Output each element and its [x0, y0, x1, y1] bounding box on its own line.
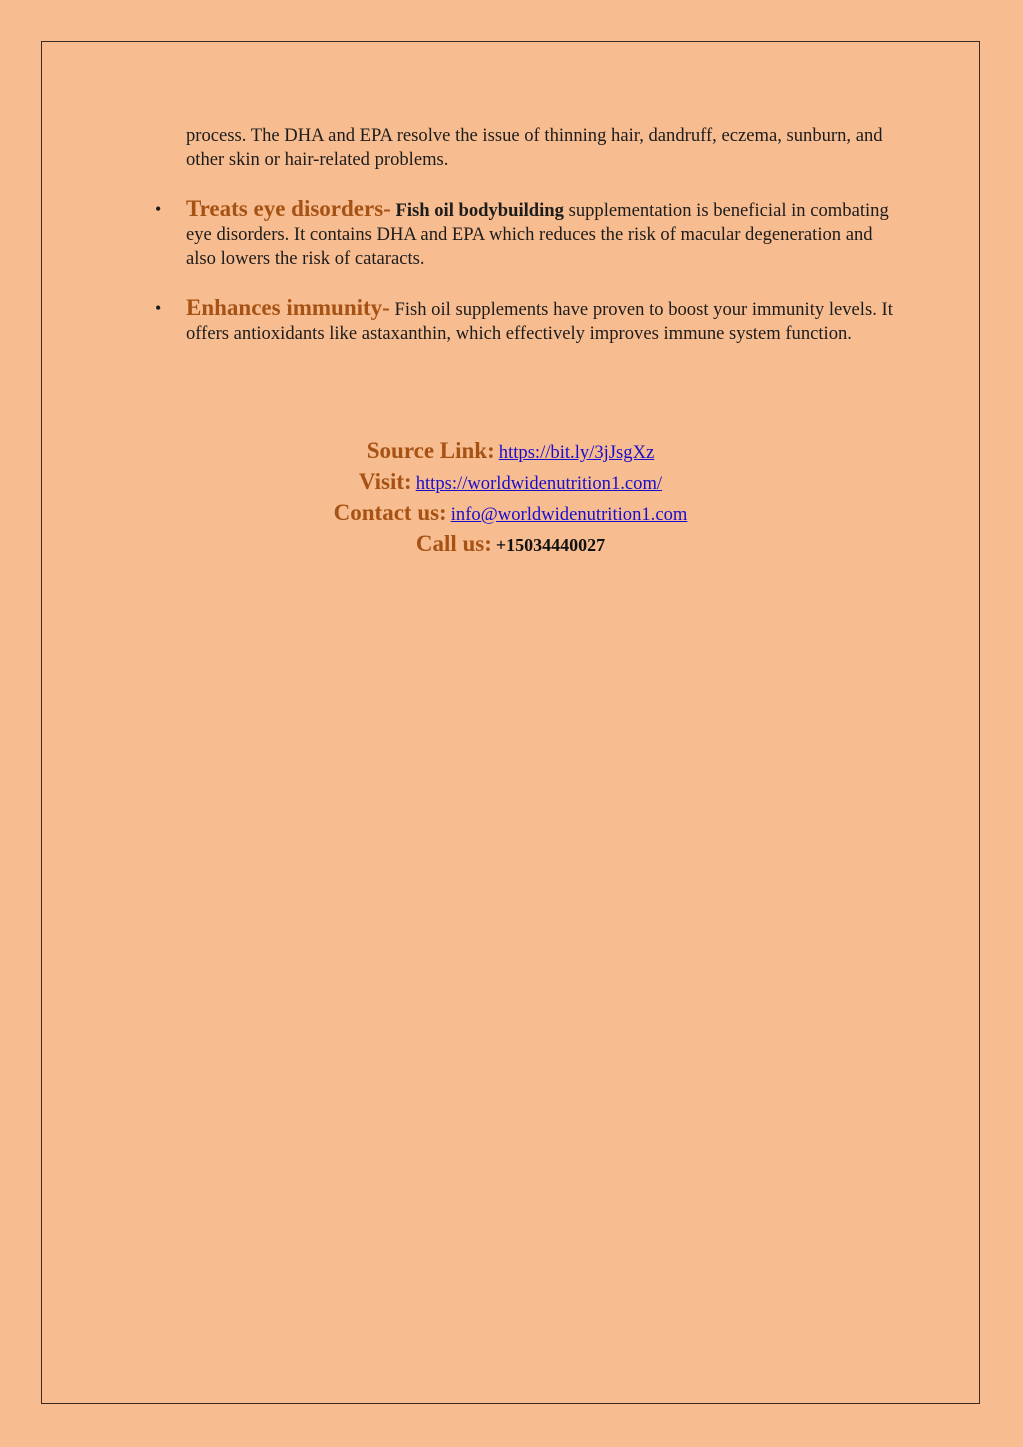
- continued-paragraph: [186, 124, 906, 172]
- bullet-item-immunity: [155, 295, 906, 346]
- phone-number: +15034440027: [495, 535, 606, 555]
- bullet-text: Fish oil supplements have proven to boost your immunity levels. It offers antioxidants like astaxanthin, which effectively improves immune system function.: [186, 299, 893, 344]
- bullet-heading: Treats eye disorders-: [186, 196, 391, 221]
- visit-label: Visit:: [358, 469, 412, 494]
- contact-block: [41, 437, 980, 561]
- bullet-icon: •: [155, 298, 162, 318]
- bullet-heading: Enhances immunity-: [186, 295, 390, 320]
- contact-email-line: [41, 499, 980, 530]
- bullet-icon: •: [155, 199, 162, 219]
- source-link-line: [41, 437, 980, 468]
- call-line: [41, 530, 980, 561]
- continued-paragraph-text: process. The DHA and EPA resolve the issue of thinning hair, dandruff, eczema, sunburn, and other skin or hair-related problems.: [186, 125, 883, 170]
- contact-label: Contact us:: [333, 500, 447, 525]
- bullet-bold-term: Fish oil bodybuilding: [395, 200, 564, 221]
- bullet-text: supplementation is beneficial in combating eye disorders. It contains DHA and EPA which reduces the risk of macular degeneration and also lowers the risk of cataracts.: [186, 200, 889, 269]
- contact-email-link[interactable]: info@worldwidenutrition1.com: [450, 504, 688, 525]
- visit-line: [41, 468, 980, 499]
- bullet-item-eye-disorders: [155, 196, 906, 271]
- call-label: Call us:: [415, 531, 492, 556]
- source-link-label: Source Link:: [366, 438, 495, 463]
- visit-link[interactable]: https://worldwidenutrition1.com/: [415, 473, 663, 494]
- source-link[interactable]: https://bit.ly/3jJsgXz: [498, 442, 655, 463]
